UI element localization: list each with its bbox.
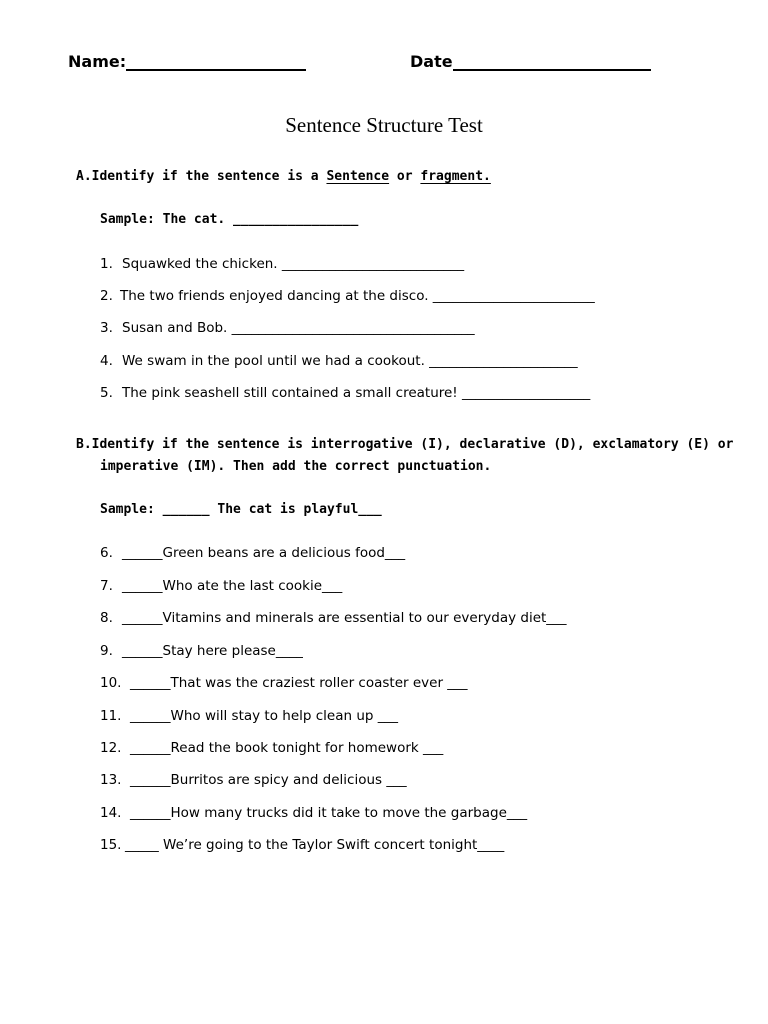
option-fragment: fragment.	[420, 169, 491, 184]
section-a-sample: Sample: The cat. ________________	[100, 212, 359, 227]
list-item	[100, 675, 468, 691]
item-text: The two friends enjoyed dancing at the disco. ________________________	[120, 288, 595, 304]
item-number: 13.	[100, 772, 122, 788]
item-number: 8.	[100, 610, 113, 626]
section-b-text-line1: Identify if the sentence is interrogative (I), declarative (D), exclamatory (E) or	[91, 437, 734, 452]
section-a-or: or	[389, 169, 421, 184]
item-number: 11.	[100, 708, 122, 724]
item-number: 3.	[100, 320, 113, 336]
item-text: ______Who ate the last cookie___	[122, 578, 343, 594]
section-b-text-line2: imperative (IM). Then add the correct punctuation.	[100, 459, 492, 474]
option-sentence: Sentence	[326, 169, 390, 184]
item-text: ______Read the book tonight for homework ___	[130, 740, 444, 756]
item-number: 7.	[100, 578, 113, 594]
item-text: ______Burritos are spicy and delicious ___	[130, 772, 407, 788]
list-item	[100, 256, 464, 272]
date-label: Date	[410, 52, 453, 71]
page-title: Sentence Structure Test	[285, 113, 483, 137]
item-number: 12.	[100, 740, 122, 756]
item-text: The pink seashell still contained a small creature! ___________________	[122, 385, 591, 401]
item-text: _____ We’re going to the Taylor Swift concert tonight____	[125, 837, 505, 853]
list-item	[100, 772, 407, 788]
item-text: ______Stay here please____	[122, 643, 303, 659]
name-field	[68, 52, 306, 71]
date-blank[interactable]	[453, 55, 651, 71]
name-label: Name:	[68, 52, 127, 71]
item-number: 1.	[100, 256, 113, 272]
item-number: 15.	[100, 837, 122, 853]
list-item	[100, 643, 303, 659]
list-item	[100, 578, 342, 594]
item-text: ______That was the craziest roller coaster ever ___	[130, 675, 468, 691]
section-a-text: Identify if the sentence is a	[91, 169, 327, 184]
list-item	[100, 708, 398, 724]
list-item	[100, 837, 504, 853]
item-text: ______Vitamins and minerals are essential to our everyday diet___	[122, 610, 567, 626]
item-number: 10.	[100, 675, 122, 691]
list-item	[100, 288, 595, 304]
list-item	[100, 353, 578, 369]
item-text: We swam in the pool until we had a cookout. ______________________	[122, 353, 578, 369]
item-text: Squawked the chicken. ___________________________	[122, 256, 465, 272]
item-number: 2.	[100, 288, 113, 304]
section-a-instruction	[76, 169, 491, 184]
item-number: 9.	[100, 643, 113, 659]
name-blank[interactable]	[126, 55, 306, 71]
item-number: 14.	[100, 805, 122, 821]
list-item	[100, 545, 405, 561]
item-number: 4.	[100, 353, 113, 369]
item-text: ______Who will stay to help clean up ___	[130, 708, 399, 724]
item-text: Susan and Bob. ____________________________________	[122, 320, 475, 336]
section-b-instruction	[76, 437, 733, 452]
list-item	[100, 385, 590, 401]
section-b-sample: Sample: ______ The cat is playful___	[100, 502, 382, 517]
list-item	[100, 610, 567, 626]
list-item	[100, 740, 443, 756]
item-text: ______Green beans are a delicious food___	[122, 545, 406, 561]
section-a-letter: A.	[76, 169, 92, 184]
item-number: 6.	[100, 545, 113, 561]
date-field	[410, 52, 651, 71]
item-text: ______How many trucks did it take to move the garbage___	[130, 805, 528, 821]
list-item	[100, 320, 475, 336]
item-number: 5.	[100, 385, 113, 401]
section-b-letter: B.	[76, 437, 92, 452]
list-item	[100, 805, 527, 821]
